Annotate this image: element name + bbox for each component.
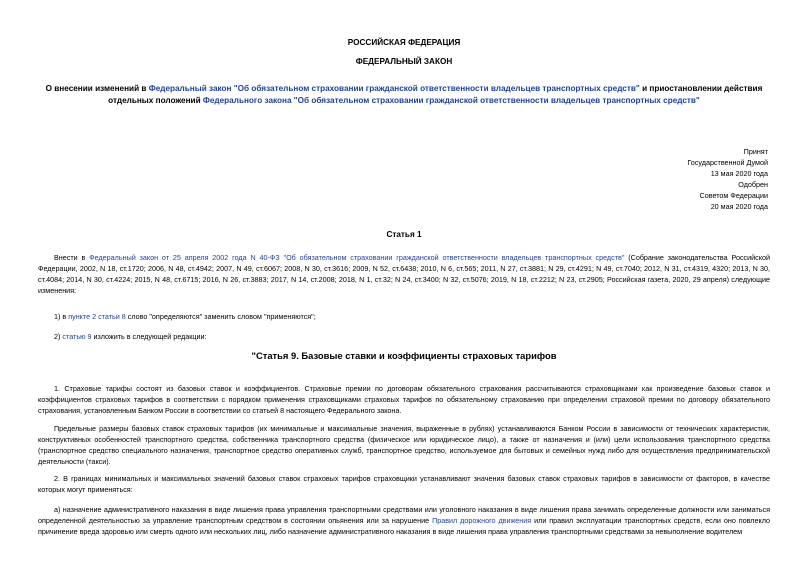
heading-text-2: и приостановлении действия отдельных положений xyxy=(108,84,763,105)
heading-link-1[interactable]: Федеральный закон "Об обязательном страховании гражданской ответственности владельцев транспортных средств" xyxy=(148,84,640,93)
law-40fz-link[interactable]: Федеральный закон от 25 апреля 2002 года N 40-ФЗ "Об обязательном страховании гражданской ответственности владельцев транспортных средств" xyxy=(89,253,625,262)
p4-rest-text: или правил эксплуатации транспортных средств, если оно повлекло причинение вреда здоровью или смерть одного или нескольких лиц, либо назначение административного наказания в виде лишения права управления транспортными средствами за невыполнение водителем xyxy=(38,516,770,536)
adoption-line: Одобрен xyxy=(738,180,768,189)
adoption-line: Государственной Думой xyxy=(687,158,768,167)
item-2-text: 2) xyxy=(54,332,63,341)
article-9-paragraph-3: 2. В границах минимальных и максимальных значений базовых ставок страховых тарифов страховщики устанавливают значения базовых ставок страховых тарифов в зависимости от факторов, в качестве которых могут применяться: xyxy=(38,474,770,494)
adoption-line: Принят xyxy=(743,147,768,156)
amendment-item-2 xyxy=(38,331,770,342)
heading-text-1: О внесении изменений в xyxy=(45,84,149,93)
item-1-rest: слово "определяются" заменить словом "применяются"; xyxy=(125,312,316,321)
adoption-line: 13 мая 2020 года xyxy=(710,169,768,178)
traffic-rules-link[interactable]: Правил дорожного движения xyxy=(432,516,532,525)
p4-text: а) назначение административного наказания в виде лишения права управления транспортными средствами или уголовного наказания в виде лишения права занимать определенные должности или заниматься определенной деятельностью за управление транспортным средством в состоянии опьянения или за нарушение xyxy=(38,505,770,525)
article-9-paragraph-4 xyxy=(38,504,770,537)
article-1-intro xyxy=(38,252,770,296)
document-page xyxy=(38,0,770,571)
law-type-title: ФЕДЕРАЛЬНЫЙ ЗАКОН xyxy=(355,57,453,66)
law-heading xyxy=(38,83,770,106)
item-1-text: 1) в xyxy=(54,312,69,321)
country-title: РОССИЙСКАЯ ФЕДЕРАЦИЯ xyxy=(347,38,461,47)
article-8-link[interactable]: пункте 2 статьи 8 xyxy=(68,312,126,321)
intro-rest-text: (Собрание законодательства Российской Федерации, 2002, N 18, ст.1720; 2006, N 48, ст.4942; 2007, N 49, ст.6067; 2008, N 30, ст.3616; 2009, N 52, ст.6438; 2010, N 6, ст.565; 2011, N 27, ст.3881; N 29, ст.4291; N 49, ст.7040; 2012, N 31, ст.4319, 4320; 2013, N 30, ст.4084; 2014, N 30, ст.4224; 2015, N 48, ст.6715; 2016, N 26, ст.3883; 2017, N 14, ст.2008; 2018, N 1, ст.32; N 24, ст.3400; N 32, ст.5076; 2019, N 18, ст.2212; N 23, ст.2905; Российская газета, 2020, 29 апреля) следующие изменения: xyxy=(38,253,770,295)
heading-link-2[interactable]: Федерального закона "Об обязательном страховании гражданской ответственности владельцев транспортных средств" xyxy=(202,95,700,105)
article-9-link[interactable]: статью 9 xyxy=(62,332,92,341)
adoption-block xyxy=(687,146,768,212)
article-9-paragraph-1: 1. Страховые тарифы состоят из базовых ставок и коэффициентов. Страховые премии по договорам обязательного страхования рассчитываются страховщиками как произведение базовых ставок и коэффициентов страховых тарифов в соответствии с порядком применения страховщиками страховых тарифов по обязательному страхованию при определении страховой премии по договору обязательного страхования, установленным Банком России в соответствии со статьей 8 настоящего Федерального закона. xyxy=(38,384,770,415)
adoption-line: Советом Федерации xyxy=(699,191,768,200)
adoption-line: 20 мая 2020 года xyxy=(710,202,768,211)
article-9-title: "Статья 9. Базовые ставки и коэффициенты страховых тарифов xyxy=(251,350,557,361)
item-2-rest: изложить в следующей редакции: xyxy=(91,332,207,341)
intro-text: Внести в xyxy=(54,253,90,262)
amendment-item-1 xyxy=(38,311,770,322)
article-1-title: Статья 1 xyxy=(386,230,422,239)
article-9-paragraph-2: Предельные размеры базовых ставок страховых тарифов (их минимальные и максимальные значения, выраженные в рублях) устанавливаются Банком России в зависимости от технических характеристик, конструктивных особенностей транспортного средства, собственника транспортного средства (физическое или юридическое лицо), а также от назначения и (или) цели использования транспортного средства (транспортное средство специального назначения, транспортное средство оперативных служб, транспортное средство, используемое для бытовых и семейных нужд либо для осуществления предпринимательской деятельности (такси). xyxy=(38,424,770,466)
